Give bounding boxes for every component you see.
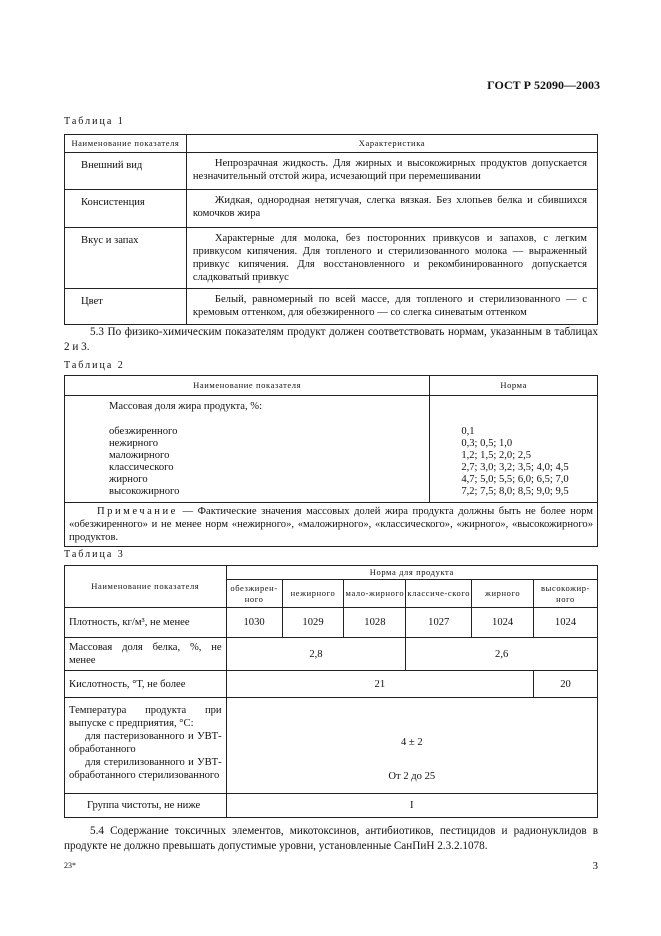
table3-acidity-name: Кислотность, °Т, не более [65, 671, 227, 698]
table2-row-value: 1,2; 1,5; 2,0; 2,5 [461, 450, 532, 461]
table3 [64, 565, 598, 818]
table3-density-value: 1030 [226, 608, 282, 638]
table1-row-name: Вкус и запах [65, 228, 187, 289]
table3-density-value: 1024 [472, 608, 534, 638]
table3-header-norm: Норма для продукта [226, 566, 597, 580]
temperature-line: для пастеризованного и УВТ-обработанного [69, 731, 222, 755]
table1-row-value: Непрозрачная жидкость. Для жирных и высокожирных продуктов допускается незначительный отстой жира, исчезающий при перемешивании [186, 153, 597, 190]
table3-protein-name: Массовая доля белка, %, не менее [65, 638, 227, 671]
table2-header-name: Наименование показателя [65, 376, 430, 396]
table3-acidity-value: 21 [226, 671, 533, 698]
table1-row-value: Характерные для молока, без посторонних привкусов и запахов, с легким привкусом кипячения. Для топленого и стерилизованного молока — выраженный привкус кипячения. Для восстановленного и рекомбинированного допускается сладковатый привкус [186, 228, 597, 289]
table3-purity-value: I [226, 794, 597, 818]
paragraph-5-3: 5.3 По физико-химическим показателям продукт должен соответствовать нормам, указанным в таблицах 2 и 3. [64, 326, 598, 353]
table2-row-value: 7,2; 7,5; 8,0; 8,5; 9,0; 9,5 [461, 486, 569, 497]
table3-density-value: 1024 [534, 608, 598, 638]
table3-density-value: 1028 [344, 608, 406, 638]
table3-density-value: 1029 [282, 608, 344, 638]
table2-row-value: 4,7; 5,0; 5,5; 6,0; 6,5; 7,0 [461, 474, 569, 485]
table3-acidity-value: 20 [534, 671, 598, 698]
table1-row-name: Консистенция [65, 190, 187, 228]
table2-note [65, 503, 598, 547]
temperature-value: От 2 до 25 [388, 771, 436, 782]
temperature-value: 4 ± 2 [400, 737, 423, 748]
table3-subheader: классиче-ского [406, 580, 472, 608]
table3-subheader: жирного [472, 580, 534, 608]
table3-protein-value: 2,6 [406, 638, 598, 671]
temperature-line: для стерилизованного и УВТ-обработанного стерилизованного [69, 757, 222, 781]
table3-subheader: мало-жирного [344, 580, 406, 608]
page-number: 3 [592, 860, 598, 872]
table2-row-name: классического [109, 462, 174, 473]
table2-group-title: Массовая доля жира продукта, %: [109, 401, 263, 412]
table2-row-name: маложирного [109, 450, 170, 461]
table1-row-name: Внешний вид [65, 153, 187, 190]
table3-subheader: нежирного [282, 580, 344, 608]
table3-temperature-values [226, 698, 597, 794]
table3-caption: Таблица 3 [64, 549, 125, 560]
table2-caption: Таблица 2 [64, 360, 125, 371]
table2-row-name: жирного [109, 474, 148, 485]
table3-protein-value: 2,8 [226, 638, 406, 671]
table2-row-name: нежирного [109, 438, 159, 449]
table2 [64, 375, 598, 547]
table1 [64, 134, 598, 325]
table1-header-value: Характеристика [186, 135, 597, 153]
footer-mark: 23* [64, 861, 76, 870]
table3-purity-name: Группа чистоты, не ниже [65, 794, 227, 818]
temperature-line: Температура продукта при выпуске с предприятия, °С: [69, 705, 222, 729]
table2-header-value: Норма [430, 376, 598, 396]
table3-header-name: Наименование показателя [65, 566, 227, 608]
table2-indicator-cell [65, 396, 430, 503]
note-label: Примечание [97, 506, 178, 517]
table1-row-value: Жидкая, однородная нетягучая, слегка вязкая. Без хлопьев белка и сбившихся комочков жира [186, 190, 597, 228]
note-text: — Фактические значения массовых долей жира продукта должны быть не более норм «обезжиренного» и не менее норм «нежирного», «маложирного», «классического», «жирного», «высокожирного» продуктов. [69, 506, 593, 543]
table3-subheader: высокожир-ного [534, 580, 598, 608]
table2-row-name: высокожирного [109, 486, 180, 497]
paragraph-5-4: 5.4 Содержание токсичных элементов, микотоксинов, антибиотиков, пестицидов и радионуклидов в продукте не должно превышать допустимые уровни, установленные СанПиН 2.3.2.1078. [64, 825, 598, 852]
standard-number: ГОСТ Р 52090—2003 [487, 78, 600, 92]
table3-subheader: обезжирен-ного [226, 580, 282, 608]
table3-temperature-name [65, 698, 227, 794]
table1-caption: Таблица 1 [64, 116, 125, 127]
table1-row-value: Белый, равномерный по всей массе, для топленого и стерилизованного — с кремовым оттенком, для обезжиренного — со слегка синеватым оттенком [186, 289, 597, 325]
table2-row-value: 2,7; 3,0; 3,2; 3,5; 4,0; 4,5 [461, 462, 569, 473]
table1-row-name: Цвет [65, 289, 187, 325]
table1-header-name: Наименование показателя [65, 135, 187, 153]
table3-density-name: Плотность, кг/м³, не менее [65, 608, 227, 638]
table3-density-value: 1027 [406, 608, 472, 638]
table2-row-value: 0,3; 0,5; 1,0 [461, 438, 513, 449]
table2-row-value: 0,1 [461, 426, 475, 437]
table2-row-name: обезжиренного [109, 426, 178, 437]
table2-norm-cell [430, 396, 598, 503]
